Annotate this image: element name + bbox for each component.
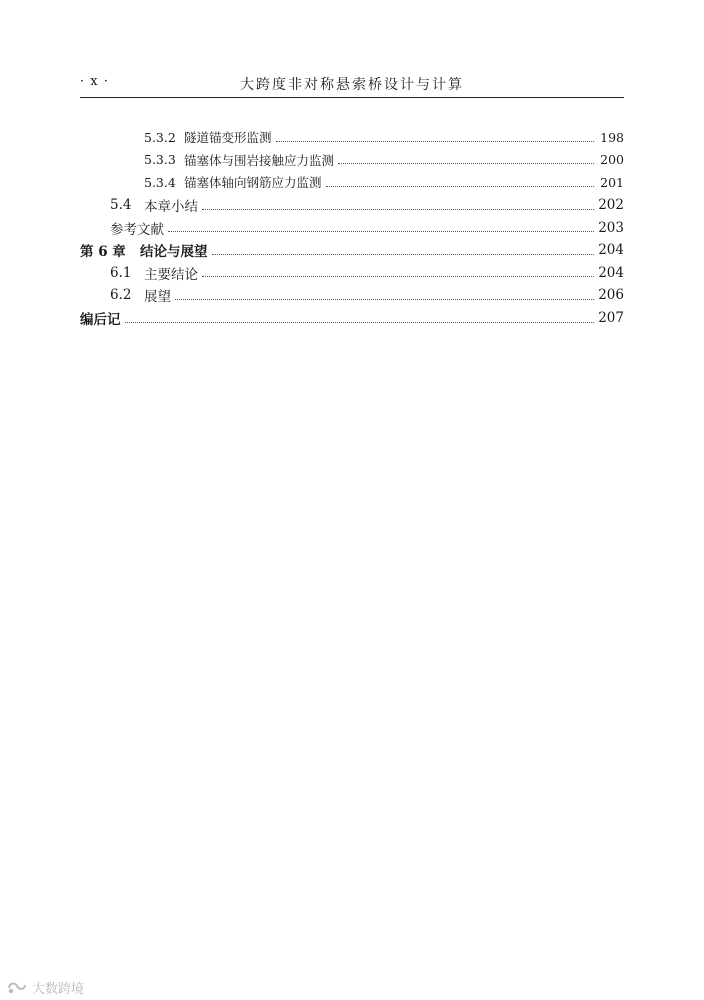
toc-entry-page: 202 — [598, 197, 624, 214]
toc-entry-page: 204 — [598, 242, 624, 259]
toc-entry-number: 6.2 — [110, 287, 132, 304]
dot-leader — [202, 276, 594, 277]
dot-leader — [212, 254, 595, 255]
watermark-logo-icon — [6, 980, 28, 996]
toc-entry-title: 参考文献 — [110, 221, 164, 238]
toc-entry-number: 5.3.2 — [144, 129, 176, 145]
toc-entry-title: 主要结论 — [144, 266, 198, 283]
toc-entry — [80, 171, 624, 194]
watermark — [6, 978, 84, 997]
toc-entry-page: 207 — [598, 310, 624, 327]
page-number: · x · — [80, 74, 109, 89]
watermark-text: 大数跨境 — [32, 982, 85, 997]
toc-entry-page: 198 — [600, 129, 624, 145]
toc-entry-title: 结论与展望 — [140, 244, 208, 261]
toc-entry-number: 5.3.3 — [144, 152, 176, 168]
toc-entry — [80, 284, 624, 307]
dot-leader — [202, 209, 594, 210]
toc-entry-page: 204 — [598, 264, 624, 281]
toc-entry — [80, 194, 624, 217]
toc-entry — [80, 262, 624, 285]
toc-entry-page: 200 — [600, 152, 624, 168]
dot-leader — [125, 322, 595, 323]
toc-entry-number: 6.1 — [110, 264, 132, 281]
toc-entry — [80, 149, 624, 172]
toc-entry-page: 206 — [598, 287, 624, 304]
toc-entry — [80, 126, 624, 149]
toc-entry-number: 5.3.4 — [144, 174, 176, 190]
table-of-contents — [80, 126, 624, 329]
dot-leader — [276, 141, 594, 142]
dot-leader — [338, 163, 594, 164]
toc-entry-number: 第 6 章 — [80, 244, 126, 261]
toc-entry-title: 编后记 — [80, 312, 121, 329]
toc-entry-page: 201 — [600, 174, 624, 190]
dot-leader — [326, 186, 594, 187]
toc-entry — [80, 239, 624, 262]
header-rule — [80, 97, 624, 98]
page-header — [80, 74, 624, 98]
toc-entry — [80, 307, 624, 330]
toc-entry-title: 锚塞体轴向钢筋应力监测 — [184, 175, 322, 191]
dot-leader — [175, 299, 594, 300]
toc-entry-number: 5.4 — [110, 197, 132, 214]
toc-entry — [80, 216, 624, 239]
toc-entry-title: 锚塞体与围岩接触应力监测 — [184, 152, 335, 168]
dot-leader — [168, 231, 594, 232]
toc-entry-title: 展望 — [144, 289, 171, 306]
toc-entry-title: 本章小结 — [144, 199, 198, 216]
toc-entry-title: 隧道锚变形监测 — [184, 130, 272, 146]
book-title: 大跨度非对称悬索桥设计与计算 — [240, 77, 464, 93]
toc-entry-page: 203 — [598, 219, 624, 236]
